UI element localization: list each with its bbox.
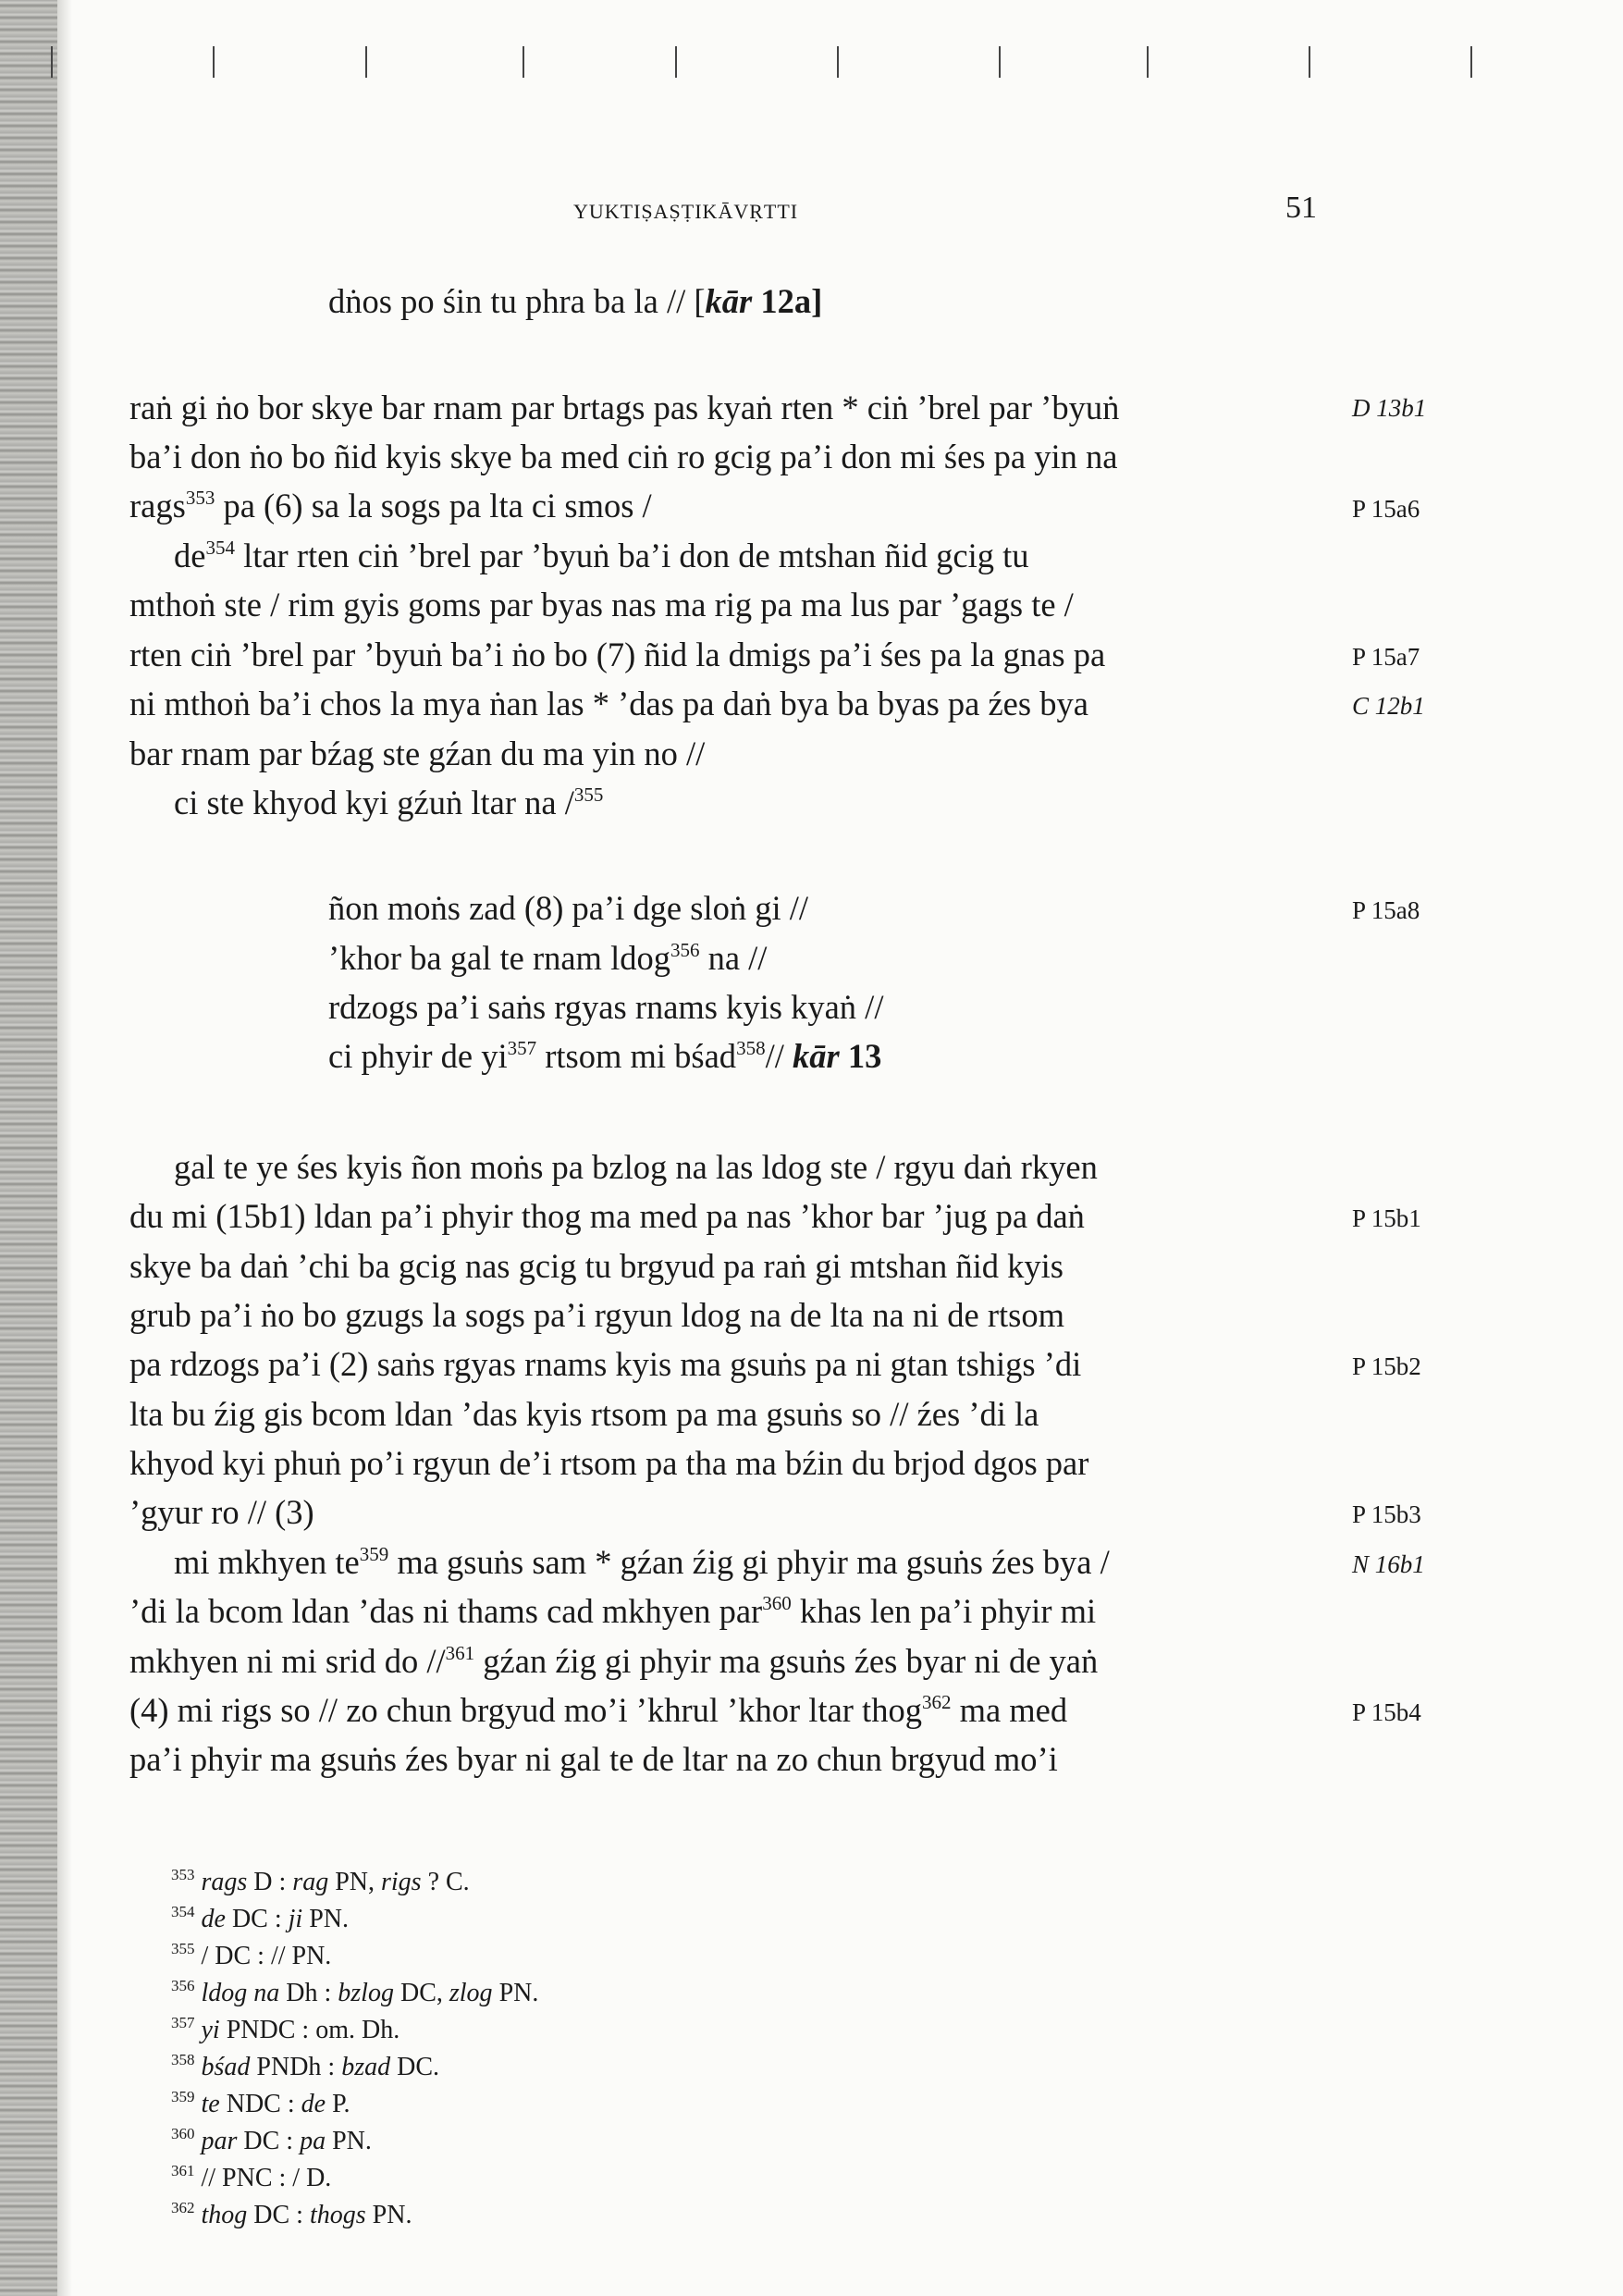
text-line: mthoṅ ste / rim gyis goms par byas nas ma rig pa ma lus par ’gags te /	[129, 586, 1074, 623]
edge-mark	[213, 46, 215, 78]
footnote: $^{362}$ thog DC : thogs PN.	[171, 2199, 412, 2229]
footnote-ref: 359	[359, 1543, 389, 1565]
verse-line: ci phyir de $yi^{357}$ rtsom mi bśad$^{358}$// kār 13	[328, 1037, 882, 1075]
footnote-ref: 358	[736, 1037, 766, 1059]
text-line: rags$^{353}$ pa (6) sa la sogs pa lta ci smos /	[129, 487, 652, 525]
edge-mark	[1470, 46, 1472, 78]
edge-mark	[675, 46, 677, 78]
footnote: $^{361}$ // PNC : / D.	[171, 2162, 332, 2192]
footnote: $^{355}$ / DC : // PN.	[171, 1940, 332, 1970]
margin-note: C 12b1	[1352, 692, 1425, 720]
footnote-ref: 360	[762, 1592, 792, 1614]
verse-line: ñon moṅs zad (8) pa’i dge sloṅ gi //	[328, 889, 809, 927]
edge-mark	[365, 46, 367, 78]
text-line: dṅos po śin tu phra ba la // [kār 12a]	[328, 282, 823, 320]
text-line: rten ciṅ ’brel par ’byuṅ ba’i ṅo bo (7) ñid la dmigs pa’i śes pa la gnas pa	[129, 636, 1106, 673]
text-line: grub pa’i ṅo bo gzugs la sogs pa’i rgyun ldog na de lta na ni de rtsom	[129, 1296, 1065, 1334]
footnote-ref: 361	[445, 1642, 475, 1664]
margin-note: P 15b3	[1352, 1500, 1421, 1528]
margin-note: P 15b1	[1352, 1204, 1421, 1232]
text-line: skye ba daṅ ’chi ba gcig nas gcig tu brgyud pa raṅ gi mtshan ñid kyis	[129, 1247, 1064, 1285]
running-head	[0, 191, 1623, 231]
footnote: $^{353}$ rags D : rag PN, rigs ? C.	[171, 1866, 470, 1896]
margin-note: P 15a6	[1352, 495, 1420, 523]
scan-edge-marks	[0, 0, 1623, 102]
text-line: ci ste khyod kyi gźuṅ ltar na /$^{355}$	[174, 784, 604, 821]
footnote: $^{360}$ par DC : pa PN.	[171, 2125, 372, 2155]
footnote-ref: 362	[921, 1691, 952, 1713]
margin-note: P 15a8	[1352, 896, 1420, 924]
text-line: ni mthoṅ ba’i chos la mya ṅan las * ’das pa daṅ bya ba byas pa źes bya	[129, 685, 1088, 722]
text-line: $de^{354}$ ltar rten ciṅ ’brel par ’byuṅ ba’i don de mtshan ñid gcig tu	[174, 537, 1029, 574]
text-line: pa rdzogs pa’i (2) saṅs rgyas rnams kyis ma gsuṅs pa ni gtan tshigs ’di	[129, 1345, 1082, 1383]
verse-line: rdzogs pa’i saṅs rgyas rnams kyis kyaṅ //	[328, 988, 884, 1026]
edge-mark	[1309, 46, 1310, 78]
margin-note: D 13b1	[1352, 394, 1427, 422]
binding-shadow	[0, 0, 57, 2296]
footnote: $^{358}$ bśad PNDh : bzad DC.	[171, 2051, 440, 2081]
margin-note: P 15b4	[1352, 1698, 1421, 1726]
margin-note: P 15a7	[1352, 643, 1420, 671]
edge-mark	[523, 46, 524, 78]
text-line: bar rnam par bźag ste gźan du ma yin no //	[129, 734, 706, 772]
footnote-ref: 356	[670, 939, 700, 961]
verse-line: ’khor ba gal te rnam ldog$^{356}$ na //	[328, 939, 768, 977]
edge-mark	[1147, 46, 1149, 78]
footnote: $^{356}$ ldog na Dh : bzlog DC, zlog PN.	[171, 1977, 539, 2007]
footnote-ref: 354	[205, 537, 235, 559]
text-line: raṅ gi ṅo bor skye bar rnam par brtags pas kyaṅ rten * ciṅ ’brel par ’byuṅ	[129, 389, 1120, 426]
edge-mark	[837, 46, 839, 78]
text-line: khyod kyi phuṅ po’i rgyun de’i rtsom pa tha ma bźin du brjod dgos par	[129, 1444, 1089, 1482]
margin-note: N 16b1	[1352, 1550, 1425, 1578]
footnote: $^{357}$ yi PNDC : om. Dh.	[171, 2014, 400, 2044]
edge-mark	[51, 46, 53, 78]
text-line: ’gyur ro // (3)	[129, 1493, 314, 1531]
text-line: mi mkhyen $te^{359}$ ma gsuṅs sam * gźan źig gi phyir ma gsuṅs źes bya /	[174, 1543, 1110, 1581]
running-title: YUKTIṢAṢṬIKĀVṚTTI	[573, 200, 799, 223]
footnote-ref: 357	[507, 1037, 537, 1059]
text-line: (4) mi rigs so // zo chun brgyud mo’i ’khrul ’khor ltar thog$^{362}$ ma med	[129, 1691, 1068, 1729]
text-line: lta bu źig gis bcom ldan ’das kyis rtsom pa ma gsuṅs so // źes ’di la	[129, 1395, 1039, 1433]
page-number: 51	[1285, 191, 1317, 225]
text-line: du mi (15b1) ldan pa’i phyir thog ma med pa nas ’khor bar ’jug pa daṅ	[129, 1197, 1085, 1235]
footnote: $^{354}$ de DC : ji PN.	[171, 1903, 349, 1933]
text-line: mkhyen ni mi srid do //$^{361}$ gźan źig gi phyir ma gsuṅs źes byar ni de yaṅ	[129, 1642, 1099, 1680]
text-line: pa’i phyir ma gsuṅs źes byar ni gal te de ltar na zo chun brgyud mo’i	[129, 1740, 1058, 1778]
text-line: ba’i don ṅo bo ñid kyis skye ba med ciṅ ro gcig pa’i don mi śes pa yin na	[129, 438, 1118, 475]
text-line: ’di la bcom ldan ’das ni thams cad mkhyen par$^{360}$ khas len pa’i phyir mi	[129, 1592, 1097, 1630]
text-line: gal te ye śes kyis ñon moṅs pa bzlog na las ldog ste / rgyu daṅ rkyen	[174, 1148, 1098, 1186]
edge-mark	[999, 46, 1001, 78]
footnote-ref: 355	[573, 784, 604, 806]
footnote: $^{359}$ te NDC : de P.	[171, 2088, 350, 2118]
margin-note: P 15b2	[1352, 1352, 1421, 1380]
footnote-ref: 353	[185, 487, 215, 509]
binding-edge	[57, 0, 72, 2296]
